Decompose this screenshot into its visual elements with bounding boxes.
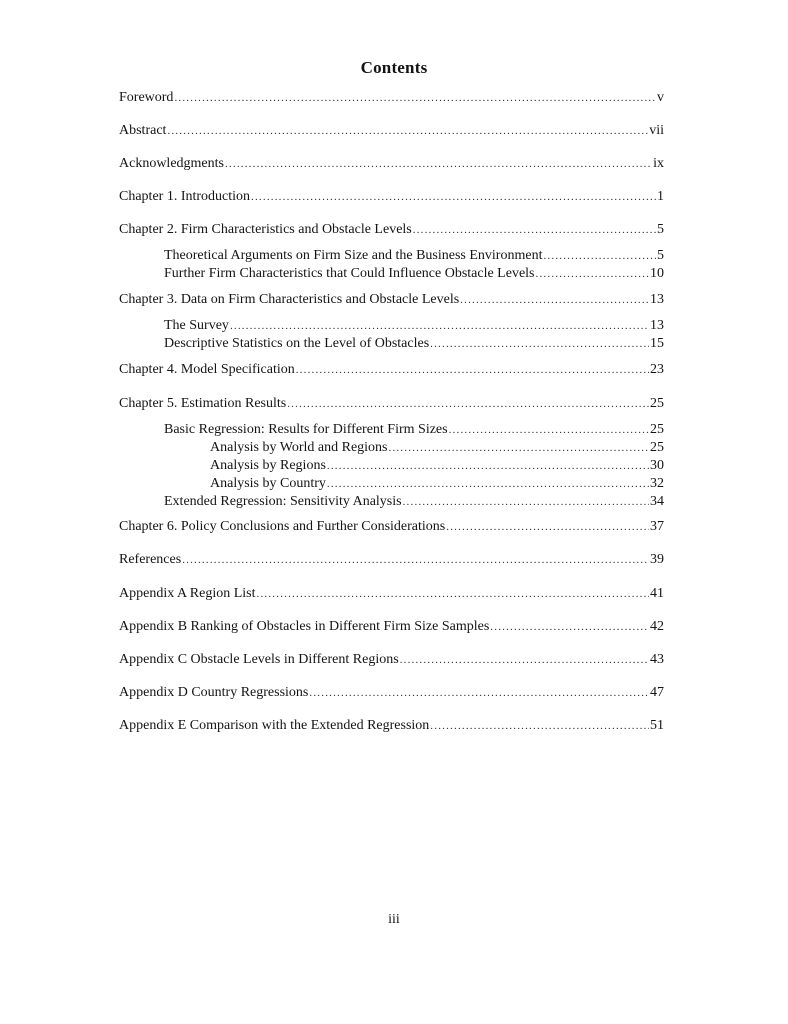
toc-entry-appendix-d[interactable] [119, 684, 664, 702]
toc-entry-label: Extended Regression: Sensitivity Analysis [164, 494, 402, 509]
toc-entry-page: 23 [650, 362, 664, 377]
toc-entry-label: Basic Regression: Results for Different Firm Sizes [164, 422, 448, 437]
toc-entry-page: 5 [657, 248, 664, 263]
toc-entry-chapter-5[interactable] [119, 395, 664, 413]
toc-entry-label: Appendix D Country Regressions [119, 685, 309, 700]
toc-entry-label: Chapter 4. Model Specification [119, 362, 295, 377]
toc-entry-page: 41 [650, 586, 664, 601]
toc-entry-page: 1 [657, 189, 664, 204]
page-title: Contents [360, 58, 428, 77]
toc-entry-label: Chapter 5. Estimation Results [119, 396, 287, 411]
toc-entry-label: Foreword [119, 90, 174, 105]
toc-entry-page: 51 [650, 718, 664, 733]
toc-entry-label: Descriptive Statistics on the Level of Obstacles [164, 336, 430, 351]
toc-entry-label: Chapter 3. Data on Firm Characteristics and Obstacle Levels [119, 292, 460, 307]
toc-entry-label: Appendix B Ranking of Obstacles in Different Firm Size Samples [119, 619, 490, 634]
toc-entry-page: 39 [650, 552, 664, 567]
toc-entry-page: 25 [650, 422, 664, 437]
toc-leader-dots [174, 89, 656, 107]
toc-entry-page: 10 [650, 266, 664, 281]
toc-leader-dots [490, 618, 649, 636]
toc-leader-dots [403, 493, 649, 511]
toc-leader-dots [430, 717, 649, 735]
toc-leader-dots [327, 475, 649, 493]
toc-entry-chapter-1[interactable] [119, 188, 664, 206]
toc-entry-foreword[interactable] [119, 89, 664, 107]
toc-entry-basic-regression[interactable] [164, 421, 664, 439]
toc-leader-dots [230, 317, 649, 335]
toc-leader-dots [167, 122, 648, 140]
toc-entry-page: 13 [650, 292, 664, 307]
toc-entry-the-survey[interactable] [164, 317, 664, 335]
toc-entry-descriptive-statistics[interactable] [164, 335, 664, 353]
toc-entry-page: 13 [650, 318, 664, 333]
toc-entry-appendix-c[interactable] [119, 651, 664, 669]
toc-entry-page: 34 [650, 494, 664, 509]
toc-entry-label: Analysis by World and Regions [210, 440, 388, 455]
toc-leader-dots [251, 188, 656, 206]
toc-leader-dots [389, 439, 650, 457]
toc-entry-page: 37 [650, 519, 664, 534]
toc-leader-dots [400, 651, 649, 669]
toc-entry-page: 43 [650, 652, 664, 667]
toc-entry-analysis-regions[interactable] [210, 457, 664, 475]
toc-entry-page: 47 [650, 685, 664, 700]
toc-entry-appendix-a[interactable] [119, 585, 664, 603]
toc-entry-label: Analysis by Country [210, 476, 326, 491]
toc-entry-label: Further Firm Characteristics that Could Influence Obstacle Levels [164, 266, 535, 281]
toc-leader-dots [460, 291, 649, 309]
toc-entry-label: References [119, 552, 182, 567]
toc-entry-page: 25 [650, 440, 664, 455]
toc-leader-dots [287, 395, 649, 413]
toc-leader-dots [449, 421, 649, 439]
toc-leader-dots [413, 221, 656, 239]
toc-entry-page: 30 [650, 458, 664, 473]
toc-leader-dots [296, 361, 649, 379]
toc-entry-appendix-e[interactable] [119, 717, 664, 735]
toc-entry-label: The Survey [164, 318, 229, 333]
toc-entry-chapter-2[interactable] [119, 221, 664, 239]
toc-entry-page: vii [649, 123, 664, 138]
toc-entry-label: Theoretical Arguments on Firm Size and the Business Environment [164, 248, 543, 263]
toc-entry-analysis-world-regions[interactable] [210, 439, 664, 457]
toc-entry-label: Chapter 2. Firm Characteristics and Obstacle Levels [119, 222, 412, 237]
toc-leader-dots [225, 155, 652, 173]
toc-entry-label: Appendix C Obstacle Levels in Different Regions [119, 652, 399, 667]
toc-entry-theoretical-arguments[interactable] [164, 247, 664, 265]
toc-entry-label: Chapter 6. Policy Conclusions and Further Considerations [119, 519, 446, 534]
toc-entry-page: 5 [657, 222, 664, 237]
toc-entry-further-firm-characteristics[interactable] [164, 265, 664, 283]
toc-entry-chapter-4[interactable] [119, 361, 664, 379]
toc-leader-dots [446, 518, 649, 536]
toc-entry-references[interactable] [119, 551, 664, 569]
toc-entry-label: Analysis by Regions [210, 458, 326, 473]
toc-leader-dots [309, 684, 649, 702]
toc-leader-dots [543, 247, 656, 265]
toc-entry-page: 25 [650, 396, 664, 411]
toc-entry-page: 42 [650, 619, 664, 634]
page-number: iii [388, 912, 400, 927]
toc-entry-label: Acknowledgments [119, 156, 224, 171]
toc-entry-page: 32 [650, 476, 664, 491]
toc-entry-chapter-3[interactable] [119, 291, 664, 309]
toc-entry-abstract[interactable] [119, 122, 664, 140]
toc-entry-chapter-6[interactable] [119, 518, 664, 536]
toc-entry-label: Appendix E Comparison with the Extended Regression [119, 718, 430, 733]
toc-entry-label: Chapter 1. Introduction [119, 189, 251, 204]
toc-leader-dots [536, 265, 649, 283]
toc-entry-page: v [657, 90, 664, 105]
toc-leader-dots [182, 551, 649, 569]
toc-entry-extended-regression[interactable] [164, 493, 664, 511]
toc-leader-dots [430, 335, 649, 353]
toc-entry-label: Abstract [119, 123, 167, 138]
toc-leader-dots [257, 585, 650, 603]
toc-entry-appendix-b[interactable] [119, 618, 664, 636]
toc-entry-label: Appendix A Region List [119, 586, 256, 601]
toc-leader-dots [327, 457, 649, 475]
toc-entry-page: 15 [650, 336, 664, 351]
toc-entry-acknowledgments[interactable] [119, 155, 664, 173]
toc-entry-analysis-country[interactable] [210, 475, 664, 493]
toc-entry-page: ix [653, 156, 664, 171]
